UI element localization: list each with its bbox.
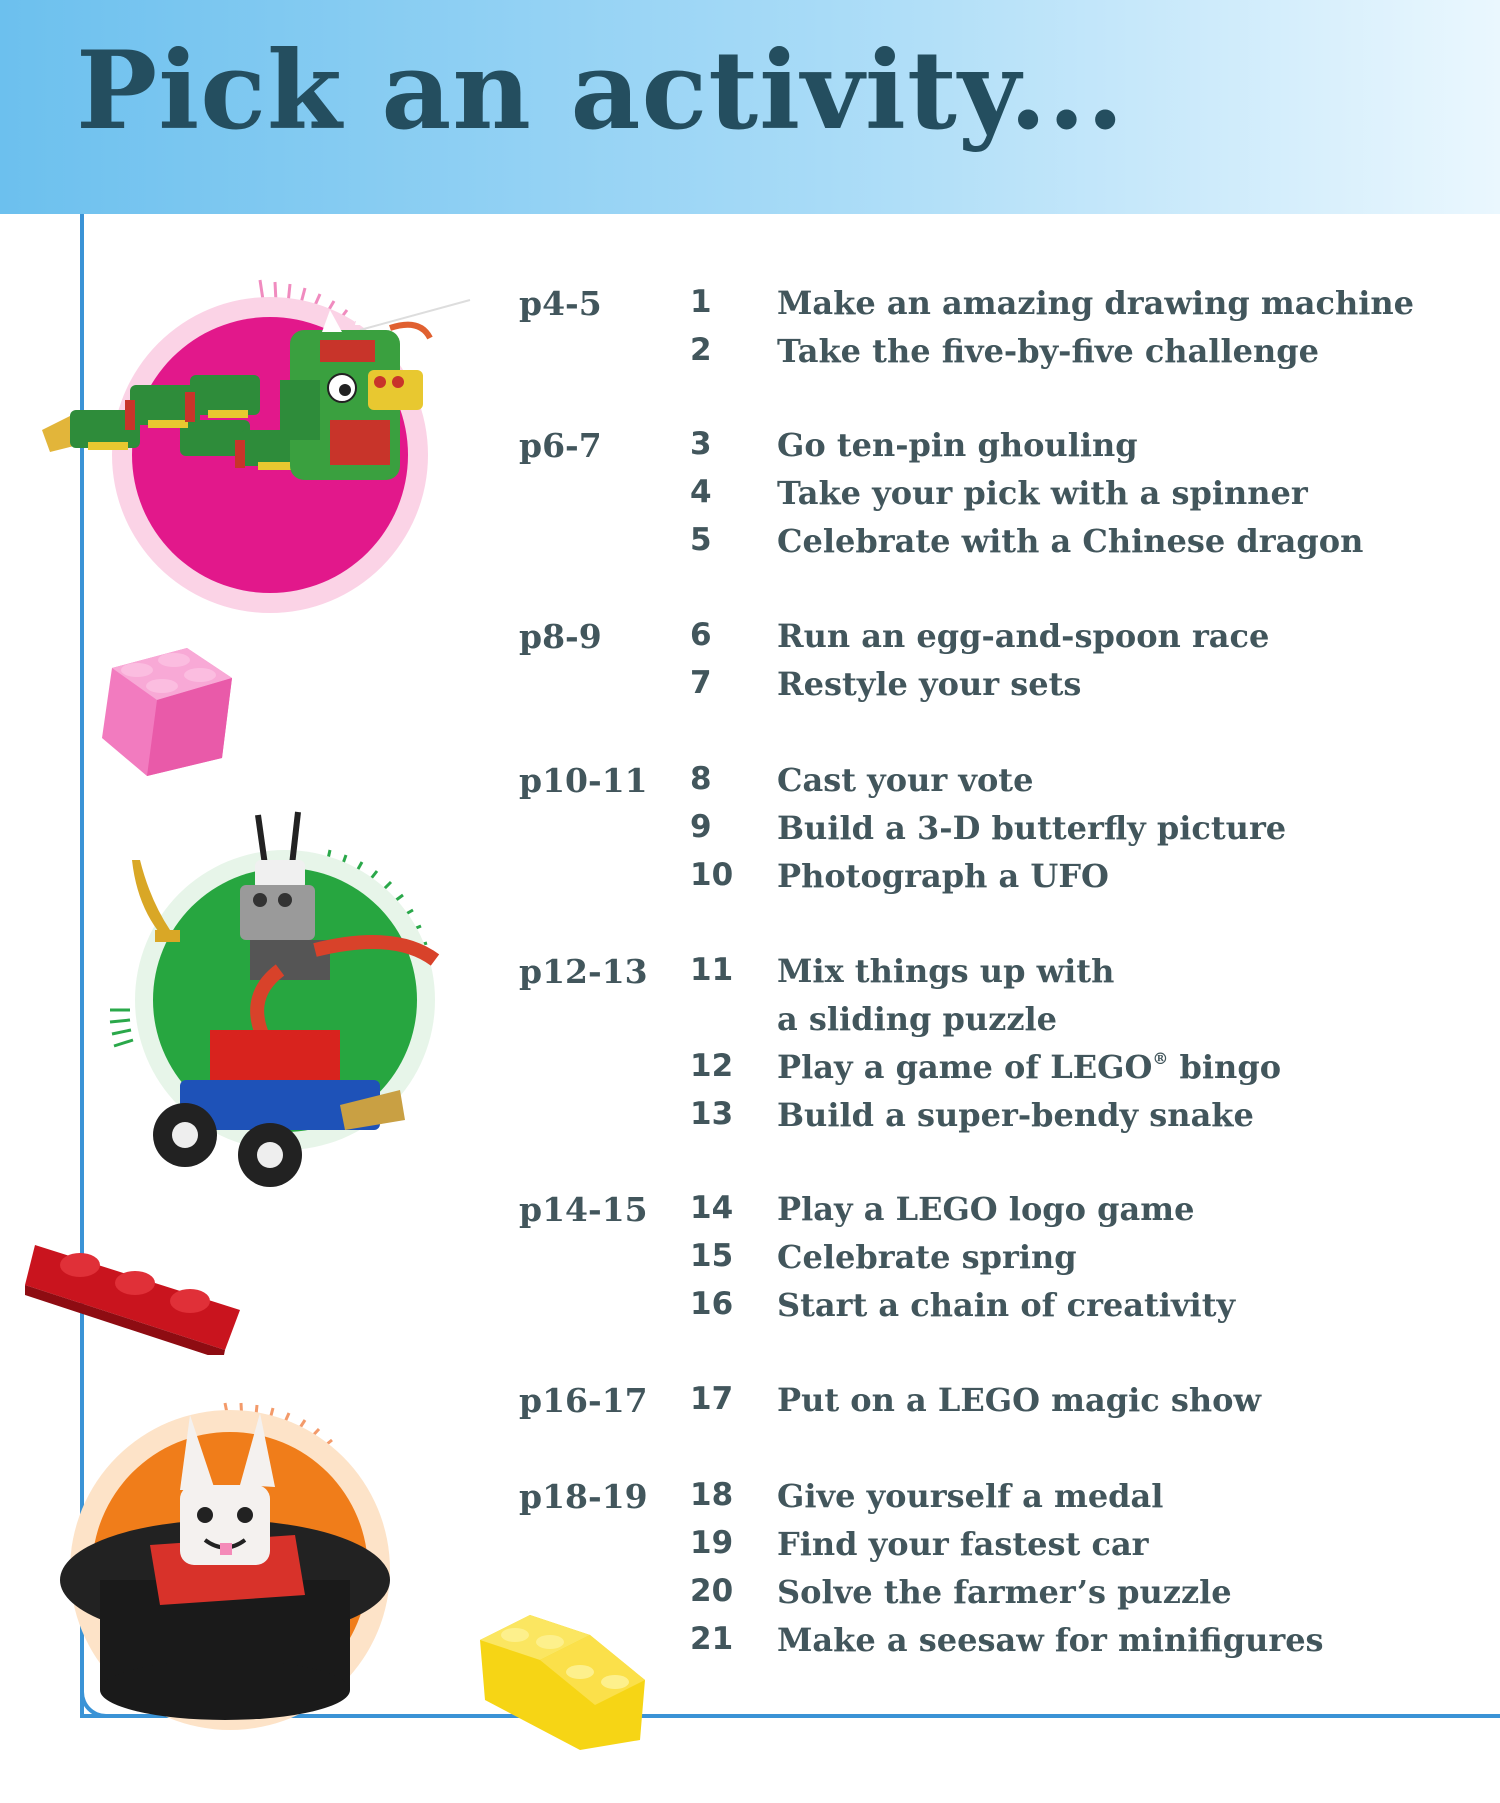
activity-number: 2 (690, 332, 712, 368)
page-range: p6-7 (519, 426, 602, 465)
activity-title: Go ten-pin ghouling (777, 426, 1138, 464)
activity-title: Start a chain of creativity (777, 1286, 1236, 1324)
activity-title: Take the five-by-five challenge (777, 332, 1319, 370)
activity-number: 10 (690, 857, 734, 893)
activity-number: 18 (690, 1477, 734, 1513)
activity-title: Mix things up with (777, 952, 1115, 990)
activity-title: Celebrate with a Chinese dragon (777, 522, 1364, 560)
activity-title (777, 1048, 1281, 1086)
activity-title: Play a LEGO logo game (777, 1190, 1195, 1228)
activity-number: 8 (690, 761, 712, 797)
activity-number: 1 (690, 284, 712, 320)
page-range: p14-15 (519, 1190, 648, 1229)
activity-title: Make a seesaw for minifigures (777, 1621, 1324, 1659)
dragon-illustration (30, 270, 490, 620)
activity-title: Photograph a UFO (777, 857, 1109, 895)
activity-title: Cast your vote (777, 761, 1034, 799)
activity-number: 21 (690, 1621, 734, 1657)
activity-title: Solve the farmer’s puzzle (777, 1573, 1232, 1611)
activity-number: 7 (690, 665, 712, 701)
activity-title: Build a super-bendy snake (777, 1096, 1254, 1134)
page-range: p12-13 (519, 952, 648, 991)
activity-number: 17 (690, 1381, 734, 1417)
activity-title-text: bingo (1168, 1048, 1282, 1086)
page-range: p18-19 (519, 1477, 648, 1516)
page-range: p16-17 (519, 1381, 648, 1420)
activity-title: Make an amazing drawing machine (777, 284, 1414, 322)
activity-number: 5 (690, 522, 712, 558)
robot-car-illustration (100, 800, 480, 1220)
page-range: p4-5 (519, 284, 602, 323)
activity-number: 16 (690, 1286, 734, 1322)
activity-title: Find your fastest car (777, 1525, 1149, 1563)
page-range: p10-11 (519, 761, 648, 800)
activity-title: Run an egg-and-spoon race (777, 617, 1270, 655)
activity-title-line2: a sliding puzzle (777, 1000, 1058, 1038)
header-banner (0, 0, 1500, 214)
activity-title: Give yourself a medal (777, 1477, 1164, 1515)
activity-title: Celebrate spring (777, 1238, 1077, 1276)
yellow-brick-illustration (470, 1600, 660, 1760)
registered-mark: ® (1152, 1049, 1169, 1068)
activity-title-text: Play a game of LEGO (777, 1048, 1153, 1086)
activity-title: Build a 3-D butterfly picture (777, 809, 1287, 847)
activity-number: 12 (690, 1048, 734, 1084)
activity-title: Put on a LEGO magic show (777, 1381, 1262, 1419)
activity-number: 13 (690, 1096, 734, 1132)
activity-title: Take your pick with a spinner (777, 474, 1308, 512)
activity-number: 15 (690, 1238, 734, 1274)
page-range: p8-9 (519, 617, 602, 656)
pink-brick-illustration (92, 628, 242, 778)
activity-number: 4 (690, 474, 712, 510)
activity-number: 19 (690, 1525, 734, 1561)
magic-hat-illustration (55, 1395, 435, 1735)
activity-number: 14 (690, 1190, 734, 1226)
activity-number: 20 (690, 1573, 734, 1609)
activity-number: 11 (690, 952, 734, 988)
activity-number: 3 (690, 426, 712, 462)
red-plate-illustration (25, 1235, 245, 1355)
activity-title: Restyle your sets (777, 665, 1082, 703)
activity-number: 6 (690, 617, 712, 653)
page-title: Pick an activity... (76, 28, 1126, 154)
activity-number: 9 (690, 809, 712, 845)
